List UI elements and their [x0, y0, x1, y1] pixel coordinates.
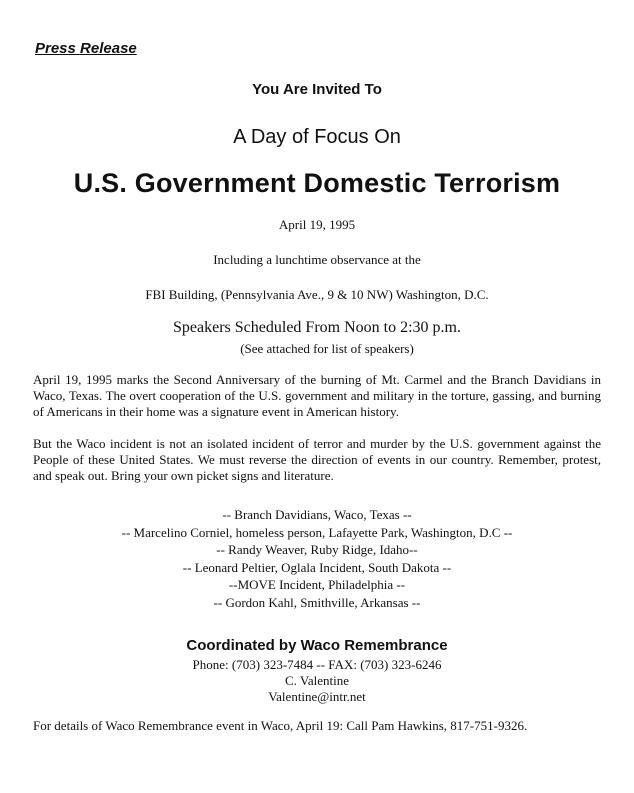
invitation-line: You Are Invited To [252, 81, 382, 98]
list-item: -- Leonard Peltier, Oglala Incident, South Dakota -- [182, 559, 452, 575]
lunchtime-line: Including a lunchtime observance at the [213, 252, 421, 267]
phone-fax: Phone: (703) 323-7484 -- FAX: (703) 323-6246 [192, 657, 442, 672]
headline: U.S. Government Domestic Terrorism [73, 168, 561, 198]
details-line: For details of Waco Remembrance event in Waco, April 19: Call Pam Hawkins, 817-751-9326. [33, 718, 528, 733]
contact-block [0, 657, 634, 705]
speakers-note: (See attached for list of speakers) [240, 341, 414, 356]
location-line: FBI Building, (Pennsylvania Ave., 9 & 10 NW) Washington, D.C. [145, 287, 489, 302]
event-date: April 19, 1995 [278, 217, 356, 232]
incident-list [0, 506, 634, 611]
list-item: --MOVE Incident, Philadelphia -- [228, 577, 406, 592]
list-item: -- Gordon Kahl, Smithville, Arkansas -- [213, 594, 421, 610]
contact-name: C. Valentine [284, 673, 350, 688]
speakers-schedule: Speakers Scheduled From Noon to 2:30 p.m. [173, 319, 461, 336]
focus-line: A Day of Focus On [233, 126, 401, 148]
list-item: -- Randy Weaver, Ruby Ridge, Idaho-- [216, 542, 418, 557]
press-release-label: Press Release [35, 40, 137, 57]
list-item: -- Marcelino Corniel, homeless person, Lafayette Park, Washington, D.C -- [121, 524, 513, 540]
paragraph-waco-incident: But the Waco incident is not an isolated incident of terror and murder by the U.S. government against the People of these United States. We must reverse the direction of events in our country. Remember, protest, and speak out. Bring your own picket signs and literature. [33, 436, 601, 483]
contact-email: Valentine@intr.net [268, 689, 366, 704]
paragraph-anniversary: April 19, 1995 marks the Second Anniversary of the burning of Mt. Carmel and the Branch Davidians in Waco, Texas. The overt cooperation of the U.S. government and military in the torture, gassing, and burning of Americans in their home was a signature event in American history. [33, 372, 601, 419]
list-item: -- Branch Davidians, Waco, Texas -- [222, 507, 412, 522]
coordinator-heading: Coordinated by Waco Remembrance [186, 637, 448, 654]
